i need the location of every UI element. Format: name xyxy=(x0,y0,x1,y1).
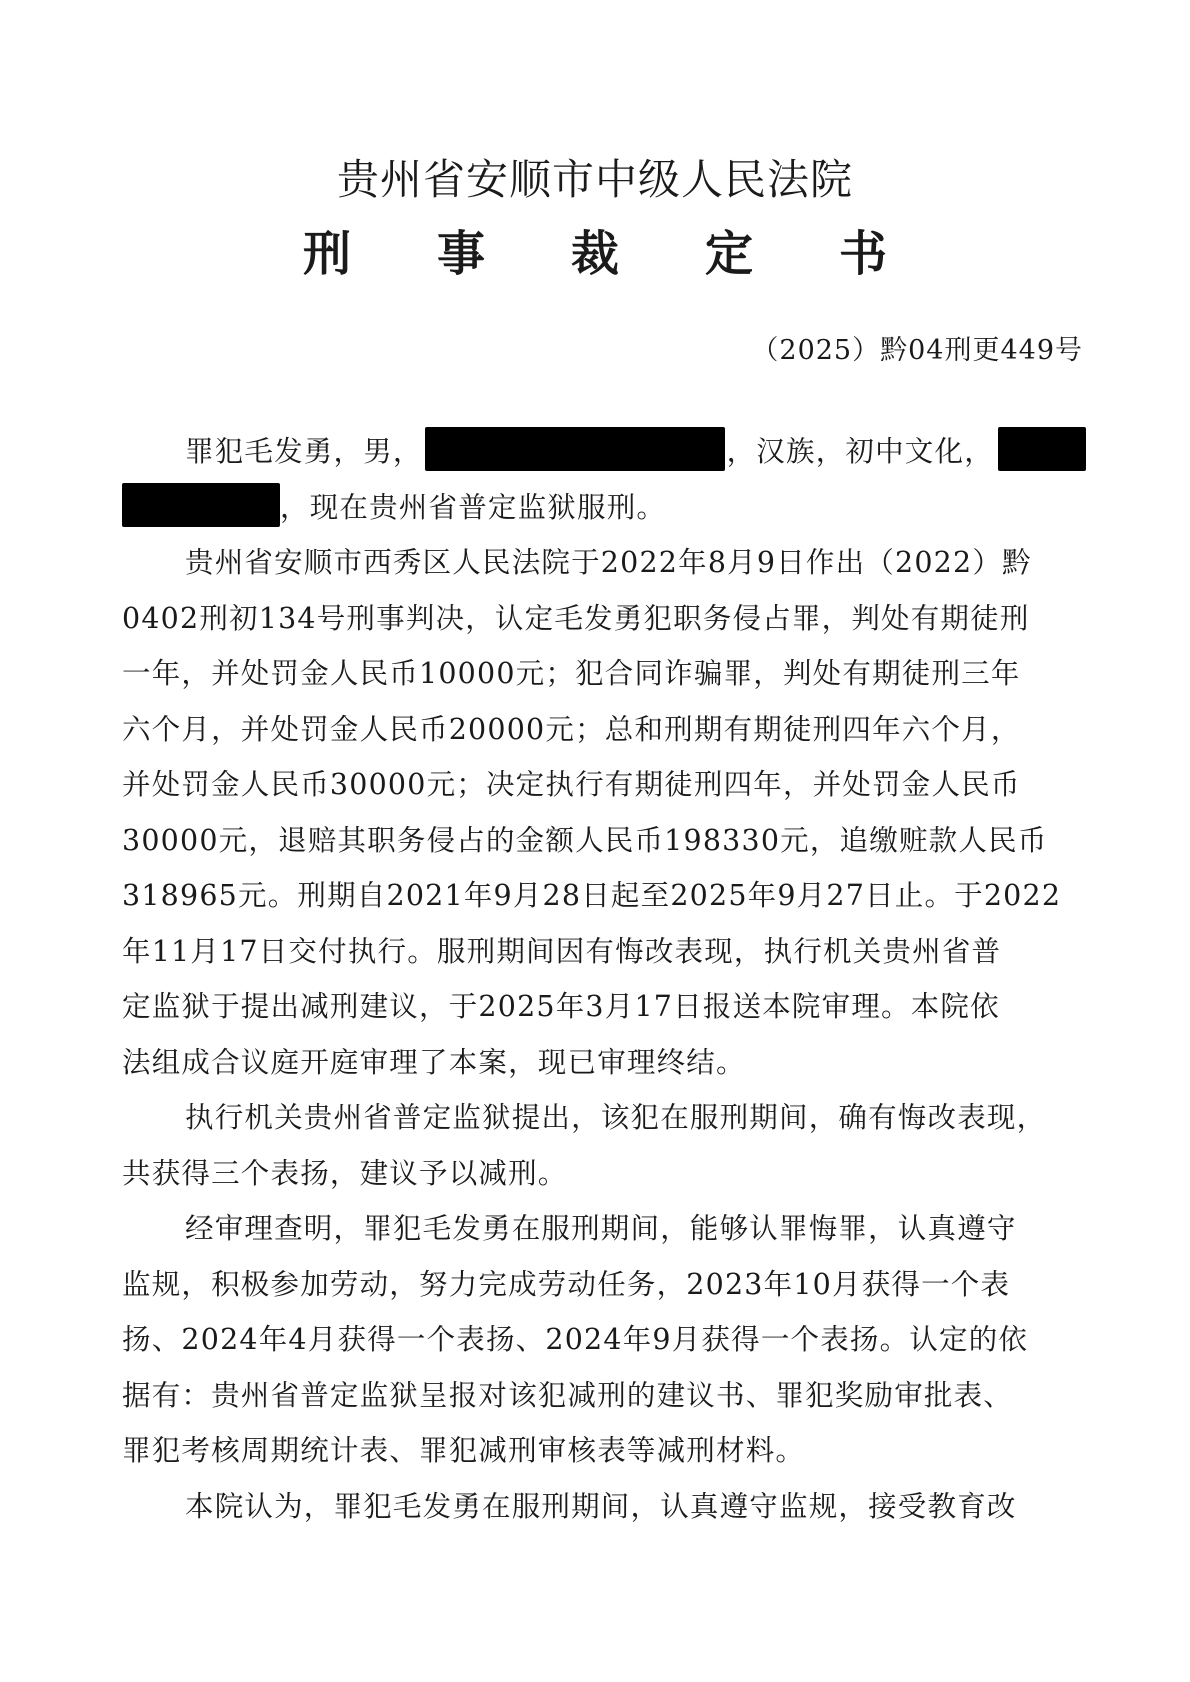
text-line: 法组成合议庭开庭审理了本案，现已审理终结。 xyxy=(122,1045,746,1079)
document-title xyxy=(0,222,1190,286)
court-name: 贵州省安顺市中级人民法院 xyxy=(336,155,853,204)
text-line: 318965元。刑期自2021年9月28日起至2025年9月27日止。于2022 xyxy=(122,879,1062,912)
text-segment: 罪犯毛发勇，男， xyxy=(185,435,423,468)
title-char: 裁 xyxy=(570,226,619,282)
title-char: 书 xyxy=(839,226,888,282)
text-line: 一年，并处罚金人民币10000元；犯合同诈骗罪，判处有期徒刑三年 xyxy=(122,657,1021,690)
text-segment: ，汉族，初中文化， xyxy=(726,435,994,468)
redaction-block xyxy=(425,427,725,471)
text-line: 0402刑初134号刑事判决，认定毛发勇犯职务侵占罪，判处有期徒刑 xyxy=(122,601,1030,635)
text-line: 定监狱于提出减刑建议，于2025年3月17日报送本院审理。本院依 xyxy=(122,990,1000,1023)
text-line: 罪犯考核周期统计表、罪犯减刑审核表等减刑材料。 xyxy=(122,1434,806,1467)
text-line: 经审理查明，罪犯毛发勇在服刑期间，能够认罪悔罪，认真遵守 xyxy=(185,1212,1017,1245)
text-line xyxy=(122,424,1082,480)
title-char: 事 xyxy=(436,226,485,282)
text-line: 监规，积极参加劳动，努力完成劳动任务，2023年10月获得一个表 xyxy=(122,1267,1011,1301)
paragraph-defendant-info xyxy=(122,424,1082,535)
paragraph-court-opinion xyxy=(122,1479,1082,1535)
text-line: 年11月17日交付执行。服刑期间因有悔改表现，执行机关贵州省普 xyxy=(122,934,1002,968)
redaction-block xyxy=(122,483,280,527)
paragraph-prison-proposal xyxy=(122,1090,1082,1201)
text-segment: ，现在贵州省普定监狱服刑。 xyxy=(280,490,667,524)
text-line: 扬、2024年4月获得一个表扬、2024年9月获得一个表扬。认定的依 xyxy=(122,1323,1029,1356)
paragraph-original-judgment xyxy=(122,535,1082,1090)
text-line: 本院认为，罪犯毛发勇在服刑期间，认真遵守监规，接受教育改 xyxy=(185,1489,1017,1523)
redaction-block xyxy=(998,427,1086,471)
text-line: 贵州省安顺市西秀区人民法院于2022年8月9日作出（2022）黔 xyxy=(185,546,1032,579)
paragraph-findings xyxy=(122,1201,1082,1479)
text-line: 执行机关贵州省普定监狱提出，该犯在服刑期间，确有悔改表现， xyxy=(185,1101,1047,1134)
title-char: 定 xyxy=(705,226,754,282)
text-line xyxy=(122,480,1082,536)
text-line: 据有：贵州省普定监狱呈报对该犯减刑的建议书、罪犯奖励审批表、 xyxy=(122,1378,1014,1412)
title-char: 刑 xyxy=(302,226,351,282)
text-line: 共获得三个表扬，建议予以减刑。 xyxy=(122,1156,568,1190)
text-line: 并处罚金人民币30000元；决定执行有期徒刑四年，并处罚金人民币 xyxy=(122,768,1021,801)
document-body xyxy=(122,424,1082,1534)
text-line: 30000元，退赔其职务侵占的金额人民币198330元，追缴赃款人民币 xyxy=(122,823,1048,857)
case-number: （2025）黔04刑更449号 xyxy=(751,335,1083,366)
text-line: 六个月，并处罚金人民币20000元；总和刑期有期徒刑四年六个月， xyxy=(122,712,1021,746)
